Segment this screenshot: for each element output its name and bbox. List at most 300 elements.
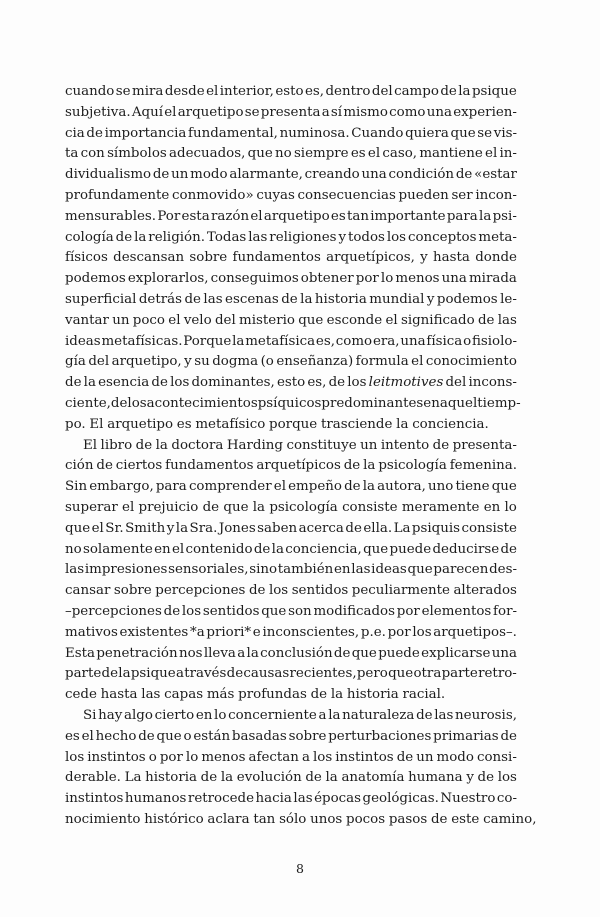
word: religión. (148, 229, 205, 245)
word: donde (475, 250, 517, 266)
word: es (176, 416, 192, 432)
word: Porque (183, 333, 232, 349)
word: experien- (453, 104, 517, 120)
word: Sra. (189, 520, 218, 536)
word: creando (304, 167, 360, 183)
word: Si (83, 707, 97, 723)
word: puede (389, 541, 432, 557)
word: una (441, 271, 467, 287)
word: que (351, 645, 377, 661)
word: mismo (343, 104, 388, 120)
word: lleva (203, 645, 236, 661)
word: Nuestro (440, 791, 496, 807)
word: un (416, 749, 434, 765)
word: todos (347, 229, 385, 245)
word: instintos (335, 749, 394, 765)
word: el (273, 479, 286, 495)
word: Cuando (351, 125, 404, 141)
word: una (426, 104, 452, 120)
text-line (65, 581, 517, 602)
word: basadas (231, 728, 287, 744)
word: los (386, 229, 407, 245)
word: escenas (225, 291, 279, 307)
word: cología (65, 229, 114, 245)
word: de (86, 125, 103, 141)
italic-term: leitmotives (368, 375, 444, 391)
word: (o (260, 354, 274, 370)
word: de (96, 458, 113, 474)
word: y (166, 520, 175, 536)
word: existentes (119, 624, 189, 640)
word: vis- (493, 125, 517, 141)
word: de (440, 84, 457, 99)
word: una (491, 645, 517, 661)
word: la (155, 437, 168, 453)
word: retro- (478, 666, 517, 682)
word: enseñanza) (276, 354, 354, 370)
word: se (477, 125, 493, 141)
word: hasta (100, 687, 138, 703)
word: arquetipo (263, 208, 330, 224)
text-line (65, 394, 521, 415)
word: ella. (363, 520, 393, 536)
word: intento (380, 437, 430, 453)
word: camino, (483, 811, 537, 827)
text-line (65, 456, 517, 477)
word: esto (275, 84, 304, 99)
word: una (361, 167, 387, 183)
word: de (163, 603, 181, 619)
word: ta (65, 146, 79, 162)
word: de (500, 728, 517, 744)
word: el (206, 84, 219, 99)
word: mira (132, 84, 164, 99)
word: sentidos (291, 583, 349, 599)
text-line (65, 82, 517, 103)
word: y (426, 291, 435, 307)
word: de (477, 312, 495, 328)
text-line (65, 332, 517, 353)
word: Jones (218, 520, 256, 536)
word: lo (380, 271, 394, 287)
word: no (65, 541, 82, 557)
word: detrás (138, 291, 182, 307)
word: metafísica (245, 333, 316, 349)
word: y (466, 770, 474, 786)
word: adecuados, (169, 146, 246, 162)
word: dividualismo (65, 167, 152, 183)
text-line (65, 415, 517, 436)
word: el (81, 728, 94, 744)
text-line (65, 685, 517, 706)
word: psiquis (411, 520, 460, 536)
word: descansan (113, 250, 185, 266)
word: e (252, 624, 261, 640)
word: La (124, 770, 142, 786)
word: significado (400, 312, 475, 328)
word: las (351, 562, 371, 578)
word: retrocede (187, 791, 255, 807)
word: a (321, 104, 330, 120)
word: o (148, 749, 157, 765)
word: poco (132, 312, 165, 328)
word: más (206, 687, 235, 703)
word: constituye (286, 437, 357, 453)
word: tiemp- (477, 395, 521, 411)
word: po. (65, 416, 86, 432)
word: sí (330, 104, 343, 120)
word: psique (130, 666, 176, 682)
word: religiones (269, 229, 337, 245)
word: arquetipo (177, 104, 244, 120)
word: es, (305, 84, 325, 99)
text-line (65, 103, 517, 124)
word: contenido (185, 541, 253, 557)
word: –percepciones (65, 603, 162, 619)
word: la (362, 479, 375, 495)
word: de (310, 687, 328, 703)
word: la (232, 333, 245, 349)
text-line (65, 144, 517, 165)
word: que (407, 562, 433, 578)
word: consiste (342, 499, 398, 515)
word: a (301, 749, 310, 765)
word: de (281, 291, 298, 307)
word: primarias (433, 728, 499, 744)
word: de (343, 458, 361, 474)
word: que (223, 499, 249, 515)
word: cuando (65, 84, 115, 99)
word: los (170, 375, 190, 391)
word: hay (98, 707, 123, 723)
word: campo (394, 84, 439, 99)
word: gía (65, 354, 86, 370)
word: penetración (96, 645, 178, 661)
word: que (491, 479, 517, 495)
word: geológicas. (362, 791, 439, 807)
word: psicología (269, 499, 338, 515)
word: modo (436, 749, 474, 765)
body-text (65, 82, 537, 831)
word: físicos (65, 250, 108, 266)
word: impresiones (84, 562, 168, 578)
word: «estar (474, 167, 517, 183)
word: ideas (371, 562, 407, 578)
word: nocimiento (65, 811, 141, 827)
word: Por (157, 208, 181, 224)
word: del (214, 312, 236, 328)
text-line (65, 290, 517, 311)
word: obtener (300, 271, 354, 287)
word: tan (253, 811, 276, 827)
word: las (65, 562, 85, 578)
word: Sr. (105, 520, 124, 536)
word: Todas (206, 229, 247, 245)
word: alarmante, (229, 167, 303, 183)
word: La (393, 520, 411, 536)
word: trasciende (320, 416, 393, 432)
word: lo (214, 707, 227, 723)
word: ción (65, 458, 94, 474)
word: incon- (475, 187, 517, 203)
word: evolución (236, 770, 302, 786)
word: por (159, 749, 183, 765)
word: esconde (326, 312, 383, 328)
word: *a (190, 624, 205, 640)
word: la (325, 770, 338, 786)
word: de (345, 520, 362, 536)
word: siempre (293, 146, 349, 162)
word: la (396, 416, 409, 432)
text-line (65, 186, 517, 207)
word: que (247, 146, 273, 162)
word: que (65, 520, 91, 536)
word: prejuicio (138, 499, 199, 515)
text-line (65, 124, 517, 145)
word: de (305, 770, 322, 786)
word: fundamentos (232, 250, 321, 266)
word: la (118, 666, 131, 682)
word: neurosis, (455, 707, 517, 723)
word: interior, (219, 84, 274, 99)
word: parte (441, 666, 478, 682)
word: embargo, (89, 479, 154, 495)
word: mundial (369, 291, 425, 307)
word: conseguimos (210, 271, 299, 287)
word: por (387, 624, 411, 640)
word: la (175, 520, 189, 536)
word: la (458, 84, 471, 99)
word: las (434, 707, 454, 723)
word: velo (183, 312, 212, 328)
word: caso, (382, 146, 418, 162)
word: de (328, 375, 346, 391)
word: superar (65, 499, 118, 515)
text-line (65, 623, 517, 644)
word: arquetipos–. (433, 624, 517, 640)
word: que (298, 312, 324, 328)
word: el (250, 208, 263, 224)
word: de (455, 167, 473, 183)
word: priori* (206, 624, 252, 640)
word: también (277, 562, 334, 578)
word: las (248, 229, 268, 245)
word: conceptos (407, 229, 477, 245)
word: consecuencias (297, 187, 396, 203)
word: metafísico (195, 416, 266, 432)
word: misterio (239, 312, 295, 328)
word: esta (181, 208, 210, 224)
word: ideas (65, 333, 101, 349)
word: arquetípicos (256, 458, 341, 474)
text-line (65, 269, 517, 290)
word: a (318, 707, 327, 723)
word: y (420, 250, 428, 266)
word: de (416, 707, 433, 723)
word: percepciones (155, 583, 246, 599)
word: fisiolo- (471, 333, 517, 349)
word: cierto (154, 707, 195, 723)
word: el (411, 354, 424, 370)
word: de (200, 770, 218, 786)
text-line (65, 602, 517, 623)
word: de (333, 645, 351, 661)
word: modo (190, 167, 228, 183)
word: el (168, 312, 181, 328)
word: conocimiento (425, 354, 517, 370)
word: lo (185, 749, 199, 765)
word: de (226, 666, 244, 682)
word: mirada (468, 271, 517, 287)
word: sobre (113, 583, 152, 599)
word: causas (243, 666, 290, 682)
word: la (328, 707, 341, 723)
word: solamente (83, 541, 153, 557)
word: de (253, 541, 271, 557)
word: son (288, 603, 312, 619)
word: arquetípicos, (326, 250, 415, 266)
text-line (65, 519, 517, 540)
word: en (483, 499, 501, 515)
word: y (184, 354, 192, 370)
word: puede (378, 645, 420, 661)
word: de (344, 479, 361, 495)
word: subjetiva. (65, 104, 131, 120)
word: cede (65, 687, 97, 703)
word: deducirse (432, 541, 500, 557)
word: histórico (144, 811, 204, 827)
paragraph (65, 82, 521, 436)
word: importancia (104, 125, 187, 141)
word: lo (504, 499, 517, 515)
word: la (479, 208, 492, 224)
word: podemos (436, 291, 498, 307)
word: parte (65, 666, 102, 682)
word: consiste (461, 520, 517, 536)
word: profundamente (65, 187, 170, 203)
word: empeño (288, 479, 342, 495)
word: vantar (65, 312, 109, 328)
word: sólo (279, 811, 307, 827)
word: aquel (439, 395, 478, 411)
word: podemos (65, 271, 126, 287)
text-line (65, 727, 517, 748)
word: ciente, (65, 395, 111, 411)
word: de (477, 770, 495, 786)
word: El (83, 437, 98, 453)
word: del (88, 354, 110, 370)
word: Esta (65, 645, 96, 661)
word: hasta (433, 250, 470, 266)
word: de (65, 375, 82, 391)
text-line (65, 789, 517, 810)
word: su (194, 354, 210, 370)
word: des- (489, 562, 517, 578)
word: psíquicos (257, 395, 322, 411)
word: en (154, 541, 171, 557)
word: sino (249, 562, 278, 578)
word: aclara (207, 811, 250, 827)
text-line (65, 228, 517, 249)
word: pero (356, 666, 388, 682)
word: predominantes (321, 395, 424, 411)
word: anatomía (341, 770, 405, 786)
word: que (261, 603, 287, 619)
word: de (184, 291, 201, 307)
text-line (65, 560, 517, 581)
word: las (293, 791, 313, 807)
word: fundamental, (188, 125, 278, 141)
word: recientes, (289, 666, 357, 682)
word: conciencia. (412, 416, 489, 432)
word: a (175, 666, 184, 682)
word: porque (269, 416, 318, 432)
word: tan (346, 208, 369, 224)
word: hecho (95, 728, 137, 744)
word: de (101, 666, 119, 682)
word: presenta- (452, 437, 517, 453)
word: a (237, 645, 246, 661)
word: hacia (255, 791, 292, 807)
word: la (300, 291, 313, 307)
word: historia (145, 770, 198, 786)
paragraph (65, 706, 537, 831)
word: o (183, 728, 192, 744)
word: for- (493, 603, 517, 619)
word: los (412, 624, 432, 640)
text-line (65, 311, 517, 332)
word: es (350, 146, 366, 162)
word: el (367, 146, 381, 162)
word: capas (164, 687, 204, 703)
word: las (141, 687, 161, 703)
word: peculiarmente (351, 583, 450, 599)
word: la (271, 541, 284, 557)
word: el (485, 146, 498, 162)
word: esencia (98, 375, 150, 391)
word: historia (314, 291, 367, 307)
word: meramente (401, 499, 480, 515)
word: de (151, 375, 168, 391)
word: de (152, 167, 170, 183)
word: los (181, 603, 202, 619)
word: historia (346, 687, 399, 703)
word: psicología (378, 458, 447, 474)
word: se (115, 84, 131, 99)
word: el (122, 499, 135, 515)
word: la (330, 687, 344, 703)
word: algo (124, 707, 153, 723)
word: Aquí (131, 104, 164, 120)
word: los (497, 770, 517, 786)
word: con (80, 146, 105, 162)
word: incons- (468, 375, 517, 391)
word: doctora (171, 437, 224, 453)
word: instintos (65, 791, 124, 807)
page-number: 8 (296, 861, 304, 876)
word: las (203, 291, 223, 307)
word: presenta (260, 104, 321, 120)
word: una (400, 333, 426, 349)
word: de (500, 541, 517, 557)
word: consi- (476, 749, 517, 765)
word: acerca (298, 520, 344, 536)
word: formula (355, 354, 409, 370)
word: el (171, 541, 185, 557)
text-line (65, 810, 537, 831)
word: física (426, 333, 463, 349)
word: épocas (314, 791, 361, 807)
